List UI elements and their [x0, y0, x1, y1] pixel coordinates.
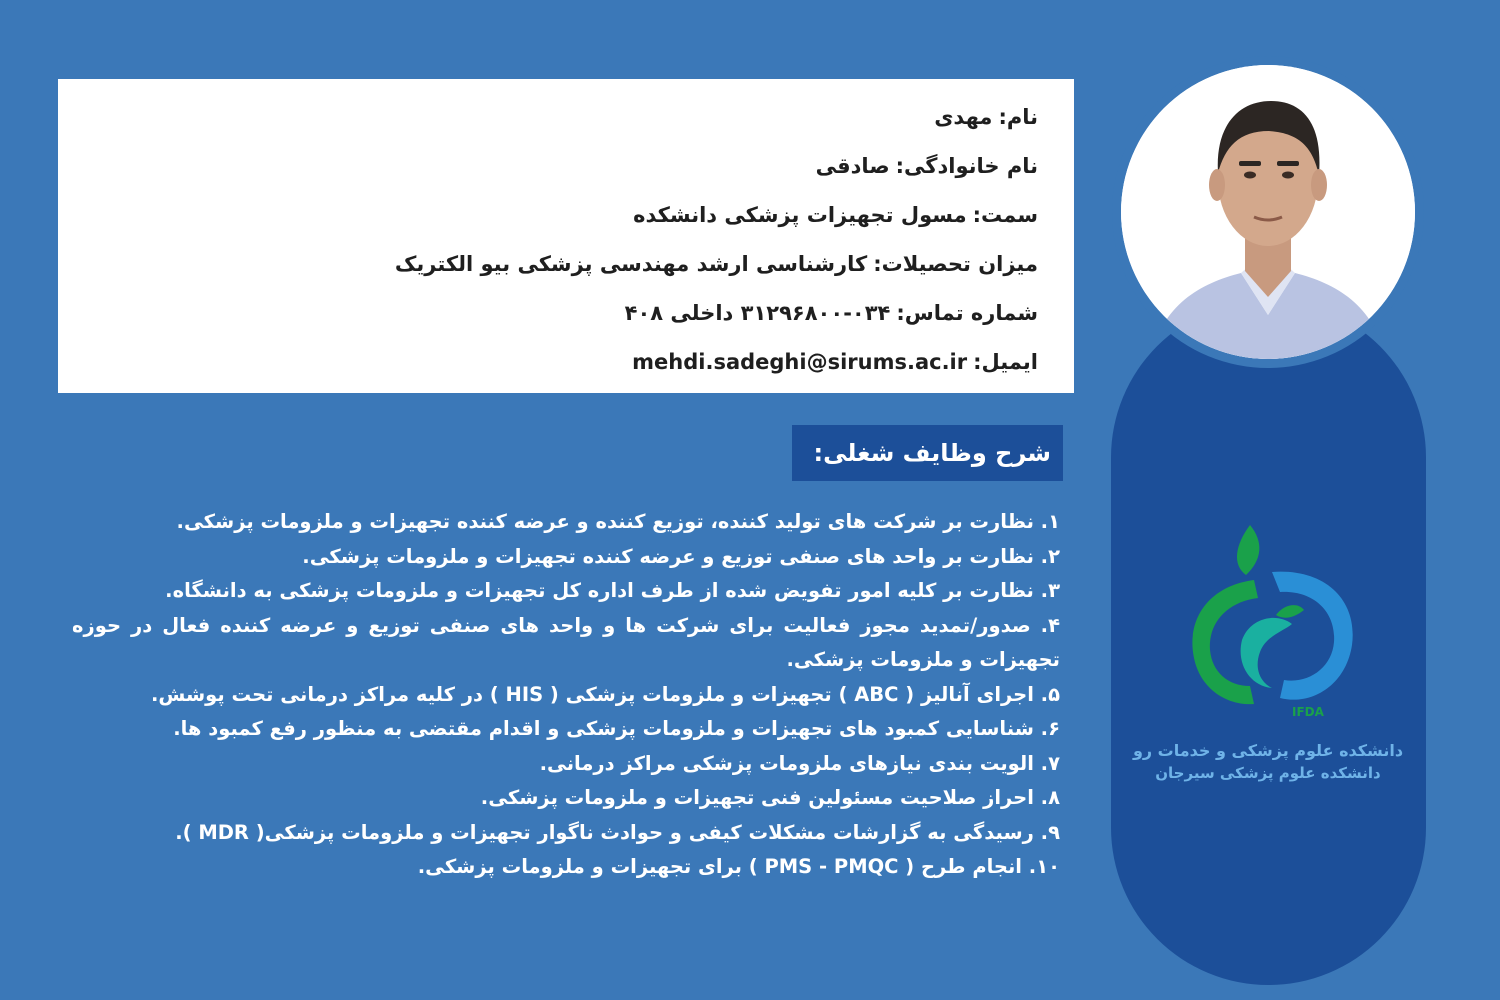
family-label: نام خانوادگی: [895, 154, 1038, 178]
profile-card [58, 79, 1074, 393]
logo-caption-line-2: دانشکده علوم پزشکی سیرجان [1155, 764, 1381, 782]
duty-item: ۵. اجرای آنالیز ( ABC ) تجهیزات و ملزومات پزشکی ( HIS ) در کلیه مراکز درمانی تحت پوشش. [150, 682, 1060, 706]
duty-item: ۶. شناسایی کمبود های تجهیزات و ملزومات پزشکی و اقدام مقتضی به منظور رفع کمبود ها. [173, 717, 1060, 740]
name-label: نام: [998, 105, 1038, 129]
duty-item: ۱۰. انجام طرح ( PMS - PMQC ) برای تجهیزات و ملزومات پزشکی. [417, 855, 1060, 878]
education-value: کارشناسی ارشد مهندسی پزشکی بیو الکتریک [394, 252, 868, 276]
position-row [78, 191, 1038, 240]
logo-caption-line-1: دانشکده علوم پزشکی و خدمات رو [1132, 741, 1404, 760]
family-value: صادقی [815, 154, 890, 178]
logo-acronym: IFDA [1292, 705, 1324, 719]
duties-heading: شرح وظایف شغلی: [792, 425, 1064, 481]
position-value: مسول تجهیزات پزشکی دانشکده [633, 203, 967, 227]
duties-list [72, 505, 1060, 885]
duty-item: ۹. رسیدگی به گزارشات مشکلات کیفی و حوادث ناگوار تجهیزات و ملزومات پزشکی( MDR ). [175, 820, 1060, 844]
education-row [78, 240, 1038, 289]
duty-item: ۱. نظارت بر شرکت های تولید کننده، توزیع کننده و عرضه کننده تجهیزات و ملزومات پزشکی. [176, 510, 1060, 533]
duty-item: ۸. احراز صلاحیت مسئولین فنی تجهیزات و ملزومات پزشکی. [480, 786, 1060, 809]
organization-logo [1180, 520, 1360, 720]
person-icon [1121, 65, 1415, 359]
family-row [78, 142, 1038, 191]
duty-item: ۲. نظارت بر واحد های صنفی توزیع و عرضه کننده تجهیزات و ملزومات پزشکی. [302, 544, 1060, 568]
phone-label: شماره تماس: [896, 301, 1038, 325]
phone-row [78, 289, 1038, 338]
email-label: ایمیل: [973, 350, 1038, 374]
duty-item: ۴. صدور/تمدید مجوز فعالیت برای شرکت ها و واحد های صنفی توزیع و عرضه کننده فعال در حوزه تجهیزات و ملزومات پزشکی. [72, 613, 1060, 671]
position-label: سمت: [972, 203, 1038, 227]
profile-photo [1121, 65, 1415, 359]
duty-item: ۷. الویت بندی نیازهای ملزومات پزشکی مراکز درمانی. [539, 751, 1060, 775]
duty-item: ۳. نظارت بر کلیه امور تفویض شده از طرف اداره کل تجهیزات و ملزومات پزشکی به دانشگاه. [165, 579, 1060, 602]
education-label: میزان تحصیلات: [873, 252, 1038, 276]
email-row [78, 338, 1038, 387]
logo-icon [1180, 520, 1360, 720]
phone-value: ۰۳۴-۳۱۲۹۶۸۰۰ داخلی ۴۰۸ [624, 301, 891, 325]
email-value[interactable]: mehdi.sadeghi@sirums.ac.ir [632, 350, 968, 374]
logo-caption [1112, 740, 1424, 784]
name-row [78, 93, 1038, 142]
name-value: مهدی [934, 105, 993, 129]
